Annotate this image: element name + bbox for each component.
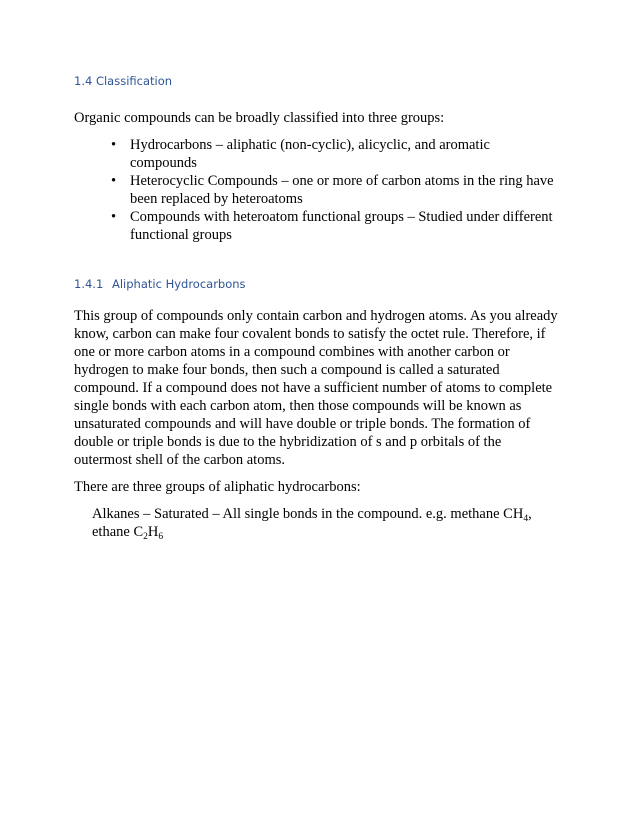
alkanes-definition [92, 505, 562, 541]
list-item [110, 136, 560, 172]
ethane-hydrogen: H [147, 524, 159, 540]
classification-list [110, 136, 560, 244]
intro-text: Organic compounds can be broadly classified into three groups: [74, 110, 445, 126]
list-item-text: Hydrocarbons – aliphatic (non-cyclic), alicyclic, and aromatic compounds [130, 137, 490, 171]
bullet-icon: • [111, 137, 117, 153]
subsection-title: Aliphatic Hydrocarbons [112, 277, 246, 291]
list-item [110, 208, 560, 244]
list-item [110, 172, 560, 208]
section-heading: 1.4 Classification [74, 74, 173, 88]
ethane-carbon-subscript: 2 [143, 532, 148, 542]
subsection-heading [74, 277, 246, 291]
list-item-text: Heterocyclic Compounds – one or more of carbon atoms in the ring have been replaced by heteroatoms [130, 173, 554, 207]
ethane-carbon: ethane C [92, 524, 144, 540]
alkanes-text: Alkanes – Saturated – All single bonds in the compound. e.g. methane CH [92, 506, 524, 522]
bullet-icon: • [111, 173, 117, 189]
groups-intro-text: There are three groups of aliphatic hydrocarbons: [74, 479, 361, 495]
list-item-text: Compounds with heteroatom functional groups – Studied under different functional groups [130, 209, 553, 243]
ethane-hydrogen-subscript: 6 [158, 532, 164, 542]
subsection-number: 1.4.1 [74, 277, 104, 291]
bullet-icon: • [111, 209, 117, 225]
methane-subscript: 4 [523, 514, 529, 524]
aliphatic-paragraph: This group of compounds only contain carbon and hydrogen atoms. As you already know, carbon can make four covalent bonds to satisfy the octet rule. Therefore, if one or more carbon atoms in a compound combines with another carbon or hydrogen to make four bonds, then such a compound is called a saturated compound. If a compound does not have a sufficient number of atoms to complete single bonds with each carbon atom, then those compounds will be known as unsaturated compounds and will have double or triple bonds. The formation of double or triple bonds is due to the hybridization of s and p orbitals of the outermost shell of the carbon atoms. [74, 308, 558, 468]
alkanes-separator: , [528, 506, 532, 522]
